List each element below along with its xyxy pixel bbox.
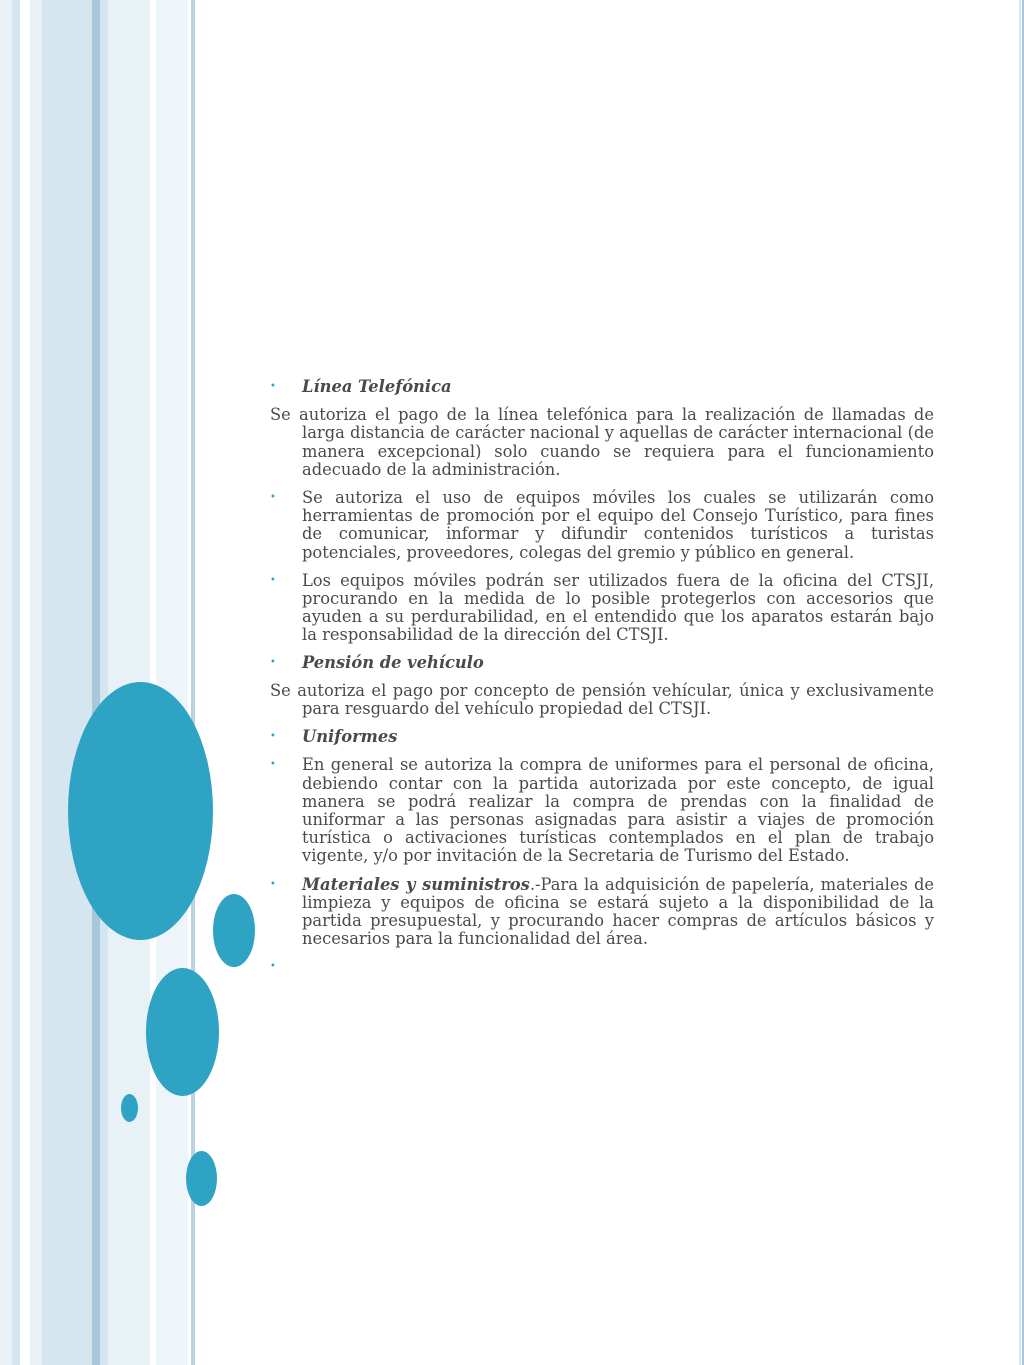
bullet-glyph: • — [270, 381, 276, 392]
bullet-materiales-suministros — [270, 876, 934, 949]
decor-stripe-2 — [12, 0, 20, 1365]
bullet-equipos-moviles-fuera — [270, 572, 934, 645]
bullet-glyph: • — [270, 492, 276, 504]
bullet-glyph: • — [270, 574, 276, 586]
decor-stripe-6 — [100, 0, 108, 1365]
decor-stripe-4 — [42, 0, 92, 1365]
bullet-text: Los equipos móviles podrán ser utilizados fuera de la oficina del CTSJI, procurando en la medida de lo posible protegerlos con accesorios que ayuden a su perdurabilidad, en el entendido que los aparatos estarán bajo la responsabilidad de la dirección del CTSJI. — [302, 570, 934, 645]
decor-circle-large — [68, 682, 213, 940]
section-heading-uniformes — [270, 728, 934, 746]
decor-stripe-3 — [30, 0, 42, 1365]
bullet-glyph: • — [270, 656, 276, 668]
heading-text: Pensión de vehículo — [302, 652, 484, 672]
decor-stripe-5 — [92, 0, 100, 1365]
bullet-empty — [270, 958, 934, 976]
document-body — [270, 378, 934, 977]
decor-right-edge — [1018, 0, 1024, 1365]
bullet-uniformes — [270, 756, 934, 865]
section-heading-linea-telefonica — [270, 378, 934, 396]
bullet-glyph: • — [270, 961, 276, 973]
bullet-text: .-Para la adquisición de papelería, materiales de limpieza y equipos de oficina se estará sujeto a la disponibilidad de la partida presupuestal, y procurando hacer compras de artículos básicos y necesarios para la funcionalidad del área. — [302, 874, 935, 949]
paragraph-pension-vehiculo: Se autoriza el pago por concepto de pensión vehícular, única y exclusivamente para resguardo del vehículo propiedad del CTSJI. — [270, 680, 934, 719]
bullet-glyph: • — [270, 878, 276, 890]
decor-stripe-1 — [0, 0, 12, 1365]
decor-circle-tiny — [121, 1094, 138, 1122]
decor-circle-medium — [146, 968, 219, 1096]
section-heading-pension-vehiculo — [270, 654, 934, 672]
heading-text: Línea Telefónica — [302, 377, 452, 396]
bullet-glyph: • — [270, 759, 276, 771]
bullet-equipos-moviles-uso — [270, 489, 934, 562]
heading-text: Uniformes — [302, 727, 398, 747]
bullet-glyph: • — [270, 731, 276, 743]
decor-circle-small-2 — [186, 1151, 217, 1206]
bullet-text: En general se autoriza la compra de uniformes para el personal de oficina, debiendo contar con la partida autorizada por este concepto, de igual manera se podrá realizar la compra de prendas con la finalidad de uniformar a las personas asignadas para asistir a viajes de promoción turística o activaciones turísticas contemplados en el plan de trabajo vigente, y/o por invitación de la Secretaria de Turismo del Estado. — [302, 755, 934, 866]
bullet-text: Se autoriza el uso de equipos móviles los cuales se utilizarán como herramientas de promoción por el equipo del Consejo Turístico, para fines de comunicar, informar y difundir contenidos turísticos a turistas potenciales, proveedores, colegas del gremio y público en general. — [302, 488, 934, 562]
decor-stripe-9 — [156, 0, 188, 1365]
paragraph-linea-telefonica: Se autoriza el pago de la línea telefónica para la realización de llamadas de larga distancia de carácter nacional y aquellas de carácter internacional (de manera excepcional) solo cuando se requiera para el funcionamiento adecuado de la administración. — [270, 405, 934, 479]
heading-text: Materiales y suministros — [302, 874, 530, 894]
decor-circle-small-1 — [213, 894, 255, 967]
